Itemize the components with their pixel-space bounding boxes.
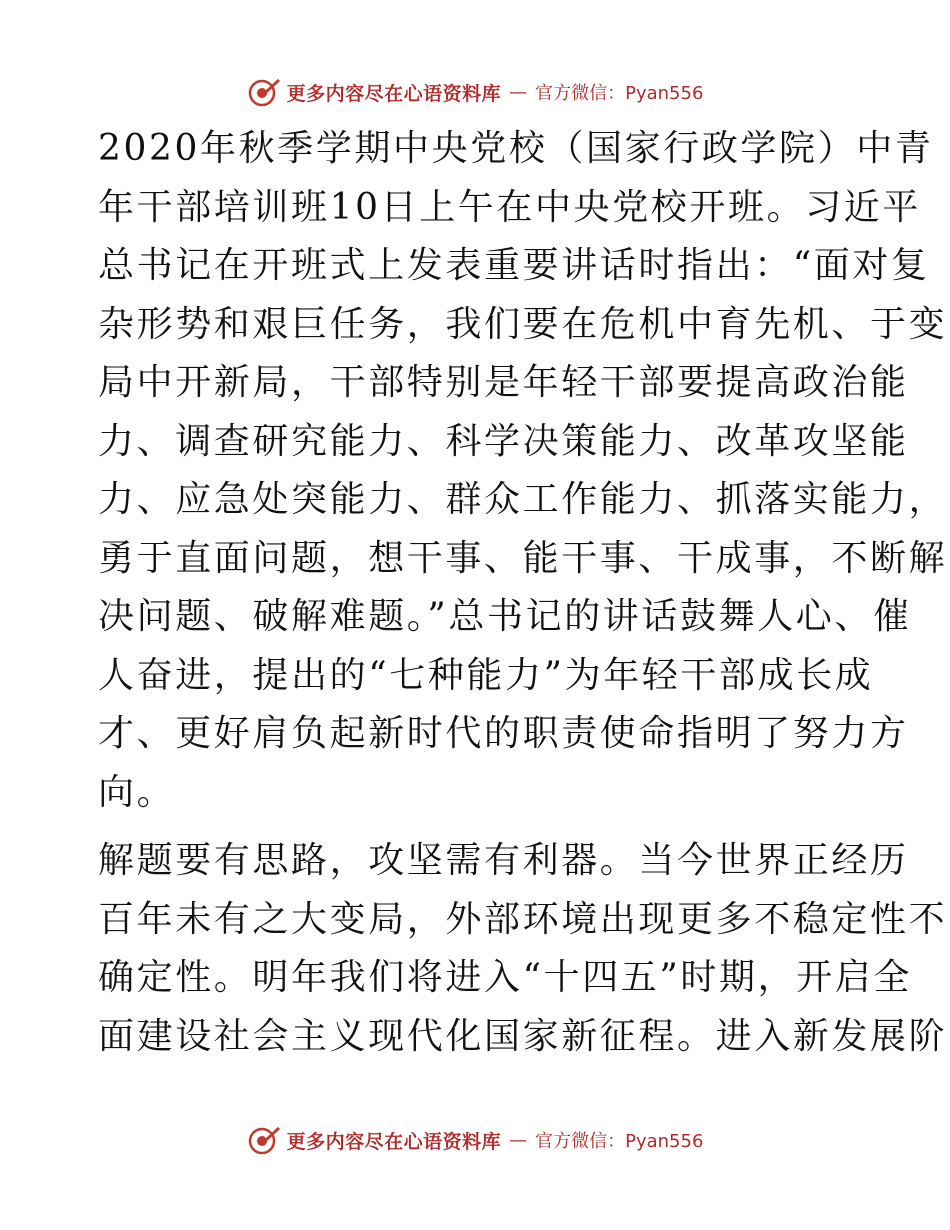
text-line: 年干部培训班10日上午在中央党校开班。习近平 — [98, 186, 922, 228]
text-line: 才、更好肩负起新时代的职责使命指明了努力方 — [98, 713, 909, 754]
text-line: 力、调查研究能力、科学决策能力、改革攻坚能 — [98, 420, 909, 462]
pen-logo-icon — [247, 75, 281, 109]
paragraph-2 — [98, 832, 948, 1066]
banner-dash: — — [509, 81, 528, 103]
text-line: 总书记在开班式上发表重要讲话时指出：“面对复 — [98, 245, 930, 286]
banner-wechat: 官方微信：Pyan556 — [535, 1131, 704, 1152]
text-line: 力、应急处突能力、群众工作能力、抓落实能力， — [98, 479, 948, 520]
text-line: 向。 — [98, 771, 176, 813]
text-line: 杂形势和艰巨任务，我们要在危机中育先机、于变 — [98, 303, 948, 345]
text-line: 2020年秋季学期中央党校（国家行政学院）中青 — [98, 128, 934, 169]
text-line: 确定性。明年我们将进入“十四五”时期，开启全 — [98, 957, 913, 998]
pen-logo-icon — [247, 1123, 281, 1157]
text-line: 百年未有之大变局，外部环境出现更多不稳定性不 — [98, 898, 948, 940]
text-line: 决问题、破解难题。”总书记的讲话鼓舞人心、催 — [98, 596, 912, 637]
text-line: 解题要有思路，攻坚需有利器。当今世界正经历 — [98, 840, 909, 881]
document-body — [98, 120, 948, 1076]
banner-text: 更多内容尽在心语资料库 — [286, 82, 502, 105]
banner-dash: — — [509, 1129, 528, 1151]
paragraph-1 — [98, 120, 948, 822]
banner-text: 更多内容尽在心语资料库 — [286, 1130, 502, 1153]
banner-wechat: 官方微信：Pyan556 — [535, 83, 704, 104]
footer-watermark — [0, 1120, 950, 1160]
text-line: 面建设社会主义现代化国家新征程。进入新发展阶 — [98, 1015, 948, 1057]
header-watermark — [0, 72, 950, 112]
text-line: 勇于直面问题，想干事、能干事、干成事，不断解 — [98, 537, 948, 579]
text-line: 人奋进，提出的“七种能力”为年轻干部成长成 — [98, 654, 874, 696]
text-line: 局中开新局，干部特别是年轻干部要提高政治能 — [98, 362, 909, 403]
